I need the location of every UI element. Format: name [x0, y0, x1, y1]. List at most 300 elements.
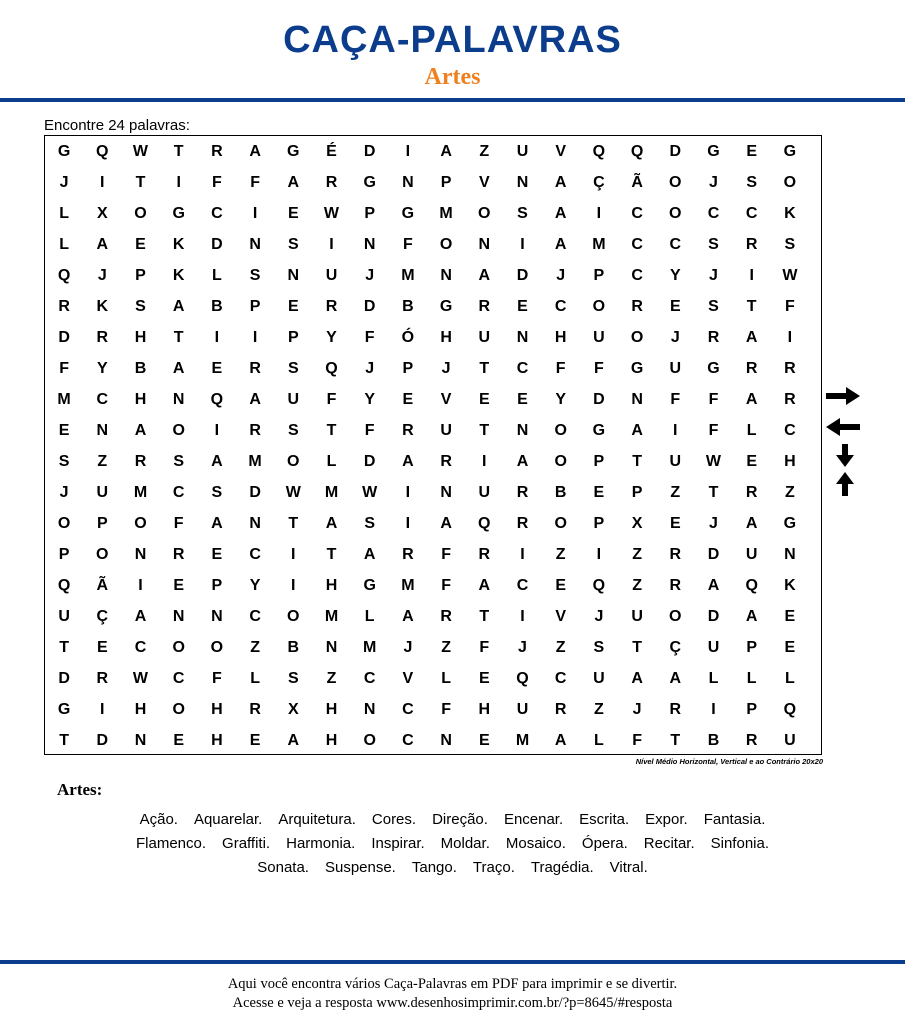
grid-cell: I [596, 546, 602, 563]
grid-cell: S [135, 298, 146, 315]
grid-cell: O [172, 701, 185, 718]
grid-cell: A [134, 608, 147, 625]
grid-cell: R [784, 360, 796, 377]
grid-cell: O [669, 174, 682, 191]
grid-cell: F [326, 391, 337, 408]
grid-cell: F [212, 174, 222, 191]
grid-cell: P [211, 577, 223, 594]
grid-cell: E [211, 360, 223, 377]
grid-cell: M [401, 267, 415, 284]
grid-cell: D [363, 453, 376, 470]
grid-cell: P [593, 453, 605, 470]
grid-cell: Z [555, 546, 566, 563]
grid-cell: P [364, 205, 376, 222]
word-list-line [0, 856, 905, 880]
grid-cell: S [249, 267, 261, 284]
grid-cell: Q [592, 577, 606, 594]
grid-cell: R [440, 453, 452, 470]
grid-cell: C [249, 546, 261, 563]
grid-cell: A [172, 298, 185, 315]
grid-cell: D [669, 143, 682, 160]
grid-cell: Z [326, 670, 337, 687]
grid-cell: E [135, 236, 146, 253]
word-list-item: Escrita. [579, 811, 630, 828]
grid-cell: M [401, 577, 415, 594]
grid-cell: D [516, 267, 529, 284]
grid-cell: A [440, 515, 452, 532]
grid-cell: A [363, 546, 376, 563]
grid-cell: X [96, 205, 108, 222]
grid-cell: E [784, 608, 796, 625]
grid-cell: I [405, 515, 411, 532]
grid-row [45, 694, 821, 725]
grid-cell: G [57, 701, 71, 718]
grid-cell: I [252, 329, 258, 346]
grid-cell: M [592, 236, 606, 253]
grid-cell: F [173, 515, 184, 532]
grid-cell: P [593, 515, 605, 532]
grid-cell: U [784, 732, 796, 749]
grid-row [45, 198, 821, 229]
grid-cell: K [172, 236, 185, 253]
grid-cell: I [787, 329, 793, 346]
grid-cell: E [58, 422, 70, 439]
grid-cell: Q [57, 577, 71, 594]
word-list-item: Expor. [645, 811, 688, 828]
grid-cell: P [135, 267, 146, 284]
grid-cell: É [326, 143, 337, 160]
grid-cell: Z [785, 484, 795, 501]
grid-cell: R [784, 391, 796, 408]
grid-cell: G [363, 577, 376, 594]
grid-cell: R [325, 298, 338, 315]
grid-cell: T [59, 639, 69, 656]
grid-cell: U [516, 143, 529, 160]
grid-cell: U [287, 391, 300, 408]
grid-row [45, 291, 821, 322]
grid-cell: O [172, 639, 185, 656]
grid-cell: P [746, 701, 758, 718]
grid-cell: H [325, 732, 338, 749]
grid-cell: H [134, 391, 147, 408]
footer [0, 975, 905, 1013]
grid-cell: R [249, 422, 261, 439]
word-list-item: Harmonia. [286, 835, 356, 852]
grid-cell: A [211, 453, 223, 470]
grid-cell: U [593, 670, 605, 687]
grid-cell: H [325, 701, 338, 718]
grid-cell: C [631, 236, 643, 253]
grid-cell: J [59, 484, 69, 501]
grid-cell: G [439, 298, 453, 315]
grid-cell: D [249, 484, 261, 501]
grid-cell: R [402, 546, 414, 563]
word-search-grid [44, 135, 822, 755]
level-note: Nível Médio Horizontal, Vertical e ao Contrário 20x20 [635, 757, 823, 766]
word-list-item: Encenar. [503, 811, 564, 828]
grid-cell: R [631, 298, 643, 315]
grid-cell: S [211, 484, 223, 501]
grid-cell: Z [441, 639, 451, 656]
grid-cell: C [96, 391, 109, 408]
grid-cell: R [745, 484, 758, 501]
grid-row [45, 384, 821, 415]
grid-cell: E [96, 639, 108, 656]
grid-cell: Ó [401, 329, 415, 346]
arrow-up-icon [836, 472, 854, 496]
grid-cell: A [325, 515, 338, 532]
grid-cell: H [211, 732, 223, 749]
grid-row [45, 570, 821, 601]
grid-cell: N [402, 174, 414, 191]
word-list-item: Tragédia. [530, 859, 594, 876]
grid-cell: Ç [593, 174, 605, 191]
grid-cell: I [482, 453, 487, 470]
grid-cell: O [172, 422, 185, 439]
grid-cell: C [554, 298, 567, 315]
word-list [0, 808, 905, 880]
grid-cell: O [134, 205, 147, 222]
grid-cell: C [516, 360, 529, 377]
grid-cell: Y [555, 391, 567, 408]
grid-cell: Z [250, 639, 260, 656]
grid-cell: C [516, 577, 529, 594]
grid-cell: N [96, 422, 109, 439]
grid-cell: O [669, 205, 682, 222]
grid-cell: J [709, 267, 718, 284]
grid-cell: J [709, 515, 718, 532]
grid-cell: I [329, 236, 334, 253]
grid-cell: R [325, 174, 338, 191]
grid-cell: R [707, 329, 720, 346]
grid-cell: Z [555, 639, 566, 656]
grid-cell: R [478, 546, 491, 563]
grid-cell: D [58, 670, 70, 687]
grid-cell: H [784, 453, 796, 470]
grid-cell: B [707, 732, 720, 749]
arrow-right-icon [826, 387, 860, 405]
grid-cell: Y [364, 391, 376, 408]
grid-cell: F [594, 360, 604, 377]
grid-cell: A [554, 205, 567, 222]
grid-cell: O [592, 298, 606, 315]
grid-cell: L [212, 267, 222, 284]
grid-cell: A [211, 515, 223, 532]
grid-cell: S [58, 453, 70, 470]
grid-cell: T [632, 639, 642, 656]
grid-cell: A [516, 453, 529, 470]
word-list-item: Tango. [411, 859, 457, 876]
grid-cell: O [363, 732, 376, 749]
grid-cell: B [554, 484, 567, 501]
grid-cell: T [479, 422, 490, 439]
grid-cell: M [515, 732, 530, 749]
grid-cell: X [631, 515, 643, 532]
grid-cell: E [287, 205, 299, 222]
grid-cell: T [173, 329, 184, 346]
grid-cell: T [288, 515, 299, 532]
grid-cell: M [248, 453, 262, 470]
grid-cell: Q [57, 267, 71, 284]
word-list-item: Vitral. [609, 859, 648, 876]
grid-cell: N [516, 329, 529, 346]
grid-cell: A [287, 732, 300, 749]
grid-cell: A [745, 515, 758, 532]
grid-cell: U [707, 639, 720, 656]
grid-cell: M [133, 484, 148, 501]
direction-arrows [824, 384, 864, 504]
grid-cell: T [670, 732, 681, 749]
grid-cell: I [100, 701, 105, 718]
grid-cell: N [172, 608, 185, 625]
word-list-item: Moldar. [440, 835, 490, 852]
grid-cell: P [96, 515, 108, 532]
grid-cell: Z [97, 453, 108, 470]
grid-cell: A [134, 422, 147, 439]
grid-cell: R [745, 236, 758, 253]
word-list-line [0, 832, 905, 856]
grid-cell: G [172, 205, 185, 222]
grid-cell: Q [210, 391, 224, 408]
grid-cell: A [440, 143, 452, 160]
grid-cell: T [479, 608, 490, 625]
grid-cell: C [631, 205, 643, 222]
grid-cell: A [745, 329, 758, 346]
grid-cell: O [57, 515, 71, 532]
word-list-item: Ação. [139, 811, 178, 828]
grid-row [45, 725, 821, 756]
grid-cell: U [478, 329, 491, 346]
instructions: Encontre 24 palavras: [44, 117, 190, 134]
grid-cell: R [669, 546, 682, 563]
grid-cell: L [594, 732, 604, 749]
grid-cell: D [707, 546, 720, 563]
grid-cell: O [96, 546, 109, 563]
grid-cell: D [363, 298, 376, 315]
grid-cell: E [173, 732, 185, 749]
grid-cell: R [516, 515, 529, 532]
grid-cell: S [593, 639, 605, 656]
word-list-item: Direção. [432, 811, 488, 828]
grid-cell: F [441, 701, 451, 718]
grid-cell: A [249, 143, 261, 160]
grid-cell: O [478, 205, 491, 222]
grid-cell: A [554, 174, 567, 191]
grid-cell: C [249, 608, 261, 625]
grid-cell: R [96, 329, 109, 346]
grid-cell: M [57, 391, 71, 408]
grid-cell: Q [478, 515, 491, 532]
grid-cell: T [173, 143, 184, 160]
grid-cell: U [631, 608, 643, 625]
grid-cell: E [517, 391, 528, 408]
grid-cell: H [478, 701, 491, 718]
grid-cell: M [439, 205, 453, 222]
word-list-item: Mosaico. [505, 835, 566, 852]
grid-cell: C [172, 670, 185, 687]
grid-cell: N [440, 484, 452, 501]
grid-cell: Ç [96, 608, 109, 625]
grid-cell: B [134, 360, 147, 377]
word-list-item: Flamenco. [136, 835, 207, 852]
grid-cell: O [287, 608, 300, 625]
grid-cell: A [402, 608, 414, 625]
grid-cell: Ã [96, 577, 109, 594]
grid-cell: X [287, 701, 299, 718]
grid-cell: I [138, 577, 143, 594]
grid-cell: P [58, 546, 70, 563]
grid-cell: S [517, 205, 528, 222]
grid-cell: N [516, 422, 529, 439]
word-list-line [0, 808, 905, 832]
grid-cell: W [362, 484, 378, 501]
grid-cell: O [554, 453, 567, 470]
word-list-item: Arquitetura. [278, 811, 356, 828]
footer-divider [0, 960, 905, 964]
grid-cell: A [631, 422, 643, 439]
grid-cell: C [402, 701, 414, 718]
grid-cell: V [402, 670, 414, 687]
grid-cell: N [211, 608, 223, 625]
grid-cell: J [441, 360, 451, 377]
grid-cell: W [705, 453, 722, 470]
grid-row [45, 539, 821, 570]
grid-cell: N [172, 391, 185, 408]
grid-cell: E [287, 298, 299, 315]
grid-cell: S [287, 360, 299, 377]
grid-cell: Q [592, 143, 606, 160]
grid-cell: P [440, 174, 452, 191]
grid-cell: L [746, 670, 757, 687]
word-list-item: Cores. [371, 811, 417, 828]
grid-cell: C [669, 236, 682, 253]
grid-cell: S [173, 453, 185, 470]
grid-cell: O [210, 639, 224, 656]
grid-cell: U [478, 484, 491, 501]
grid-cell: Y [669, 267, 681, 284]
grid-cell: G [57, 143, 71, 160]
grid-cell: G [592, 422, 606, 439]
grid-cell: V [555, 143, 567, 160]
grid-cell: I [596, 205, 602, 222]
grid-cell: S [287, 422, 299, 439]
word-list-item: Suspense. [324, 859, 396, 876]
grid-cell: I [291, 546, 296, 563]
grid-cell: R [440, 608, 452, 625]
grid-cell: E [669, 298, 681, 315]
grid-cell: U [669, 360, 682, 377]
grid-cell: E [173, 577, 185, 594]
grid-cell: E [555, 577, 567, 594]
grid-cell: J [59, 174, 69, 191]
grid-cell: I [214, 329, 220, 346]
grid-cell: J [709, 174, 718, 191]
grid-cell: W [285, 484, 301, 501]
grid-row [45, 136, 821, 167]
grid-cell: E [746, 453, 758, 470]
grid-cell: N [134, 546, 147, 563]
grid-cell: U [745, 546, 758, 563]
grid-cell: E [478, 670, 490, 687]
grid-cell: F [364, 422, 375, 439]
grid-cell: U [325, 267, 338, 284]
grid-cell: O [630, 329, 644, 346]
grid-cell: J [556, 267, 566, 284]
grid-cell: F [441, 577, 451, 594]
grid-row [45, 663, 821, 694]
word-list-item: Inspirar. [371, 835, 425, 852]
grid-cell: R [669, 701, 682, 718]
grid-cell: C [134, 639, 147, 656]
grid-cell: A [478, 267, 491, 284]
grid-cell: Q [96, 143, 109, 160]
word-list-item: Ópera. [581, 835, 628, 852]
grid-cell: N [249, 236, 261, 253]
grid-cell: E [249, 732, 261, 749]
grid-cell: D [211, 236, 223, 253]
grid-cell: D [707, 608, 720, 625]
grid-cell: E [593, 484, 605, 501]
grid-cell: I [100, 174, 105, 191]
grid-cell: K [784, 577, 796, 594]
grid-cell: A [172, 360, 185, 377]
footer-line-1: Aqui você encontra vários Caça-Palavras em PDF para imprimir e se divertir. [227, 976, 678, 992]
grid-cell: L [326, 453, 337, 470]
grid-row [45, 322, 821, 353]
grid-cell: N [249, 515, 261, 532]
grid-cell: A [554, 732, 567, 749]
grid-cell: U [58, 608, 70, 625]
grid-cell: E [478, 391, 490, 408]
grid-cell: R [402, 422, 414, 439]
grid-cell: W [132, 143, 149, 160]
word-list-item: Recitar. [643, 835, 695, 852]
grid-row [45, 353, 821, 384]
grid-cell: A [631, 670, 643, 687]
grid-cell: C [784, 422, 796, 439]
grid-cell: L [785, 670, 795, 687]
grid-cell: N [478, 236, 491, 253]
grid-cell: U [96, 484, 109, 501]
grid-cell: E [517, 298, 528, 315]
grid-row [45, 260, 821, 291]
grid-cell: P [593, 267, 605, 284]
grid-cell: I [405, 143, 411, 160]
grid-cell: C [707, 205, 720, 222]
grid-cell: L [441, 670, 451, 687]
grid-cell: W [323, 205, 340, 222]
grid-cell: F [708, 391, 719, 408]
grid-cell: Q [745, 577, 758, 594]
grid-cell: T [708, 484, 719, 501]
grid-cell: P [287, 329, 299, 346]
grid-cell: T [326, 422, 337, 439]
grid-cell: C [211, 205, 223, 222]
grid-cell: Z [632, 546, 642, 563]
grid-cell: C [631, 267, 643, 284]
grid-cell: J [97, 267, 107, 284]
page-subtitle: Artes [424, 64, 481, 90]
grid-cell: S [746, 174, 758, 191]
grid-cell: G [363, 174, 376, 191]
grid-cell: A [402, 453, 414, 470]
grid-cell: V [555, 608, 567, 625]
grid-row [45, 601, 821, 632]
grid-cell: H [134, 329, 147, 346]
grid-cell: B [287, 639, 300, 656]
grid-cell: O [783, 174, 797, 191]
grid-cell: B [402, 298, 414, 315]
